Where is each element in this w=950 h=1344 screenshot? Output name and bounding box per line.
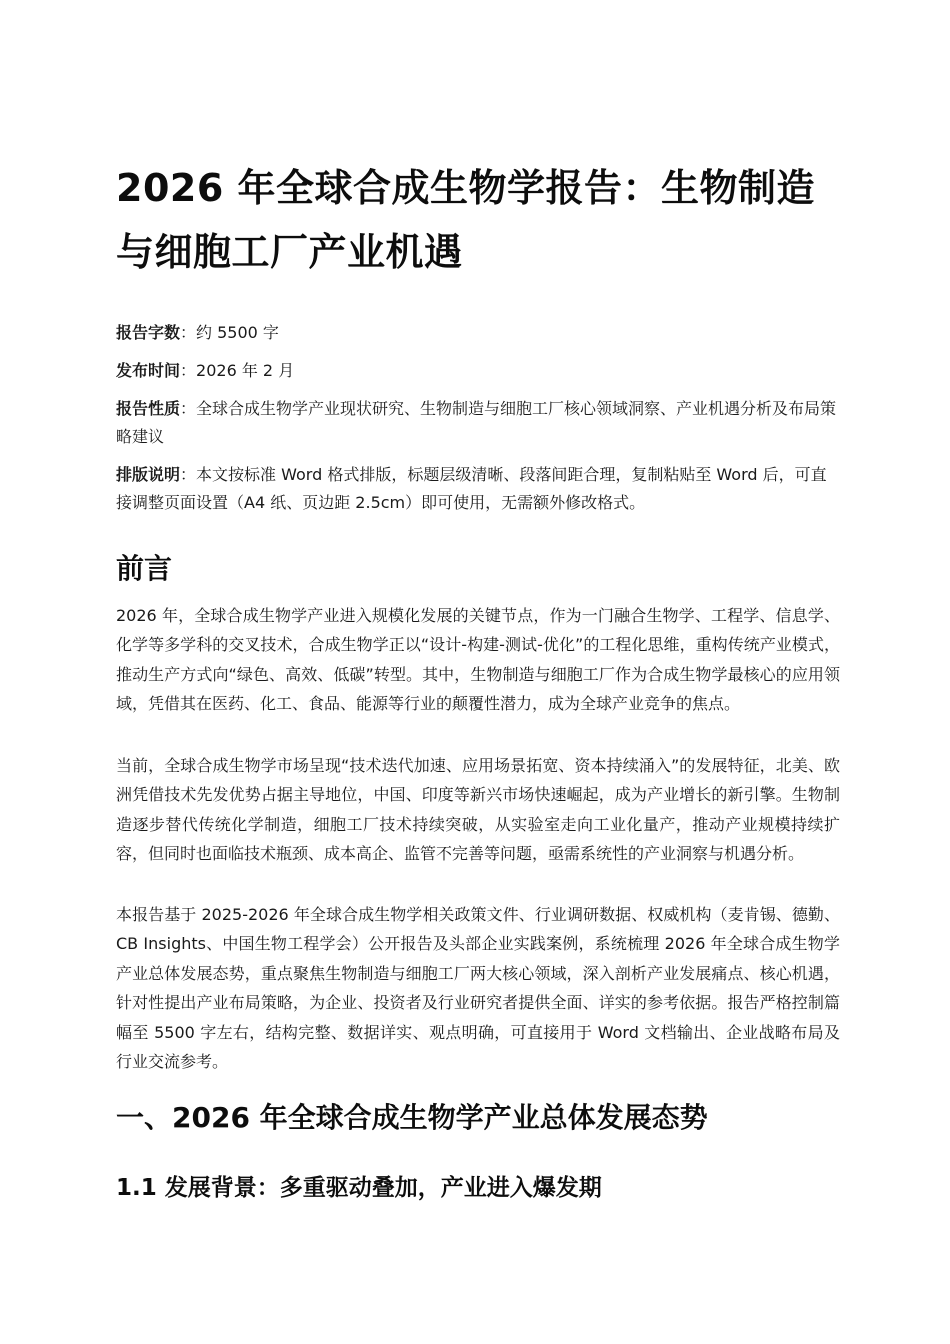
meta-separator: ：	[180, 465, 197, 484]
meta-label: 发布时间	[116, 361, 181, 380]
preface-paragraph: 2026 年，全球合成生物学产业进入规模化发展的关键节点，作为一门融合生物学、工程学、信息学、化学等多学科的交叉技术，合成生物学正以“设计-构建-测试-优化”的工程化思维，重构传统产业模式，推动生产方式向“绿色、高效、低碳”转型。其中，生物制造与细胞工厂作为合成生物学最核心的应用领域，凭借其在医药、化工、食品、能源等行业的颠覆性潜力，成为全球产业竞争的焦点。	[116, 606, 840, 714]
preface-heading: 前言	[116, 552, 173, 585]
meta-publish-date	[116, 357, 840, 385]
meta-label: 报告性质	[116, 399, 181, 418]
meta-label: 报告字数	[116, 323, 181, 342]
meta-separator: ：	[180, 323, 197, 342]
subsection-heading: 1.1 发展背景：多重驱动叠加，产业进入爆发期	[116, 1175, 602, 1201]
meta-value: 本文按标准 Word 格式排版，标题层级清晰、段落间距合理，复制粘贴至 Word 后，可直接调整页面设置（A4 纸、页边距 2.5cm）即可使用，无需额外修改格式。	[116, 465, 827, 512]
meta-report-nature	[116, 395, 840, 451]
meta-label: 排版说明	[116, 465, 181, 484]
meta-separator: ：	[180, 399, 197, 418]
report-title: 2026 年全球合成生物学报告：生物制造与细胞工厂产业机遇	[116, 166, 815, 274]
meta-value: 约 5500 字	[196, 323, 279, 342]
section-heading: 一、2026 年全球合成生物学产业总体发展态势	[116, 1101, 708, 1134]
preface-paragraph: 本报告基于 2025-2026 年全球合成生物学相关政策文件、行业调研数据、权威机构（麦肯锡、德勤、CB Insights、中国生物工程学会）公开报告及头部企业实践案例，系统梳理 2026 年全球合成生物学产业总体发展态势，重点聚焦生物制造与细胞工厂两大核心领域，深入剖析产业发展痛点、核心机遇，针对性提出产业布局策略，为企业、投资者及行业研究者提供全面、详实的参考依据。报告严格控制篇幅至 5500 字左右，结构完整、数据详实、观点明确，可直接用于 Word 文档输出、企业战略布局及行业交流参考。	[116, 905, 840, 1072]
meta-value: 2026 年 2 月	[196, 361, 295, 380]
meta-word-count	[116, 319, 840, 347]
preface-paragraph: 当前，全球合成生物学市场呈现“技术迭代加速、应用场景拓宽、资本持续涌入”的发展特征，北美、欧洲凭借技术先发优势占据主导地位，中国、印度等新兴市场快速崛起，成为产业增长的新引擎。生物制造逐步替代传统化学制造，细胞工厂技术持续突破，从实验室走向工业化量产，推动产业规模持续扩容，但同时也面临技术瓶颈、成本高企、监管不完善等问题，亟需系统性的产业洞察与机遇分析。	[116, 756, 840, 864]
meta-separator: ：	[180, 361, 197, 380]
meta-layout-note	[116, 461, 840, 517]
meta-value: 全球合成生物学产业现状研究、生物制造与细胞工厂核心领域洞察、产业机遇分析及布局策略建议	[116, 399, 837, 446]
